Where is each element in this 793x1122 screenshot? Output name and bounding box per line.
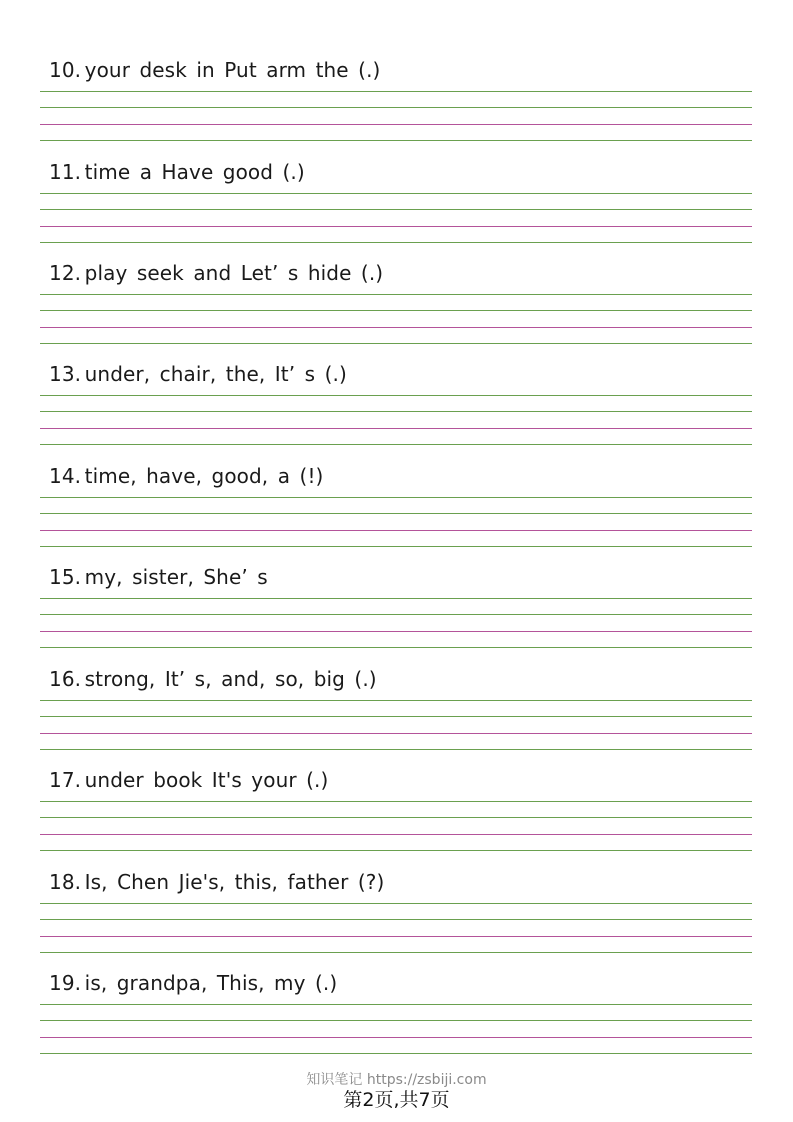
question-number: 16 (49, 667, 75, 691)
baseline-guide-line (40, 936, 752, 937)
question-number: 10 (49, 58, 75, 82)
top-guide-line (40, 903, 752, 904)
question-14 (40, 461, 752, 562)
top-guide-line (40, 598, 752, 599)
upper-middle-guide-line (40, 614, 752, 615)
question-11 (40, 157, 752, 258)
answer-writing-lines[interactable] (40, 495, 752, 547)
question-prompt (49, 765, 328, 795)
answer-writing-lines[interactable] (40, 1002, 752, 1054)
question-prompt (49, 968, 337, 998)
question-words: my, sister, She’ s (84, 565, 268, 589)
top-guide-line (40, 193, 752, 194)
question-number: 15 (49, 565, 75, 589)
bottom-guide-line (40, 647, 752, 648)
top-guide-line (40, 700, 752, 701)
bottom-guide-line (40, 242, 752, 243)
upper-middle-guide-line (40, 1020, 752, 1021)
upper-middle-guide-line (40, 513, 752, 514)
top-guide-line (40, 91, 752, 92)
answer-writing-lines[interactable] (40, 393, 752, 445)
question-words: is, grandpa, This, my (.) (84, 971, 338, 995)
bottom-guide-line (40, 952, 752, 953)
bottom-guide-line (40, 749, 752, 750)
upper-middle-guide-line (40, 310, 752, 311)
question-prompt (49, 157, 305, 187)
question-separator: . (74, 667, 82, 691)
answer-writing-lines[interactable] (40, 191, 752, 243)
question-separator: . (74, 58, 82, 82)
upper-middle-guide-line (40, 919, 752, 920)
question-prompt (49, 562, 268, 592)
top-guide-line (40, 1004, 752, 1005)
bottom-guide-line (40, 343, 752, 344)
question-prompt (49, 258, 383, 288)
question-separator: . (74, 362, 82, 386)
baseline-guide-line (40, 631, 752, 632)
bottom-guide-line (40, 1053, 752, 1054)
question-separator: . (74, 261, 82, 285)
question-words: strong, It’ s, and, so, big (.) (84, 667, 377, 691)
baseline-guide-line (40, 124, 752, 125)
upper-middle-guide-line (40, 817, 752, 818)
question-18 (40, 867, 752, 968)
top-guide-line (40, 395, 752, 396)
bottom-guide-line (40, 140, 752, 141)
question-words: Is, Chen Jie's, this, father (?) (84, 870, 385, 894)
question-words: under, chair, the, It’ s (.) (84, 362, 347, 386)
answer-writing-lines[interactable] (40, 89, 752, 141)
question-prompt (49, 664, 377, 694)
top-guide-line (40, 497, 752, 498)
baseline-guide-line (40, 834, 752, 835)
upper-middle-guide-line (40, 411, 752, 412)
question-number: 13 (49, 362, 75, 386)
question-17 (40, 765, 752, 866)
baseline-guide-line (40, 1037, 752, 1038)
question-prompt (49, 461, 323, 491)
question-prompt (49, 55, 380, 85)
upper-middle-guide-line (40, 209, 752, 210)
question-number: 19 (49, 971, 75, 995)
question-separator: . (74, 768, 82, 792)
question-number: 14 (49, 464, 75, 488)
question-19 (40, 968, 752, 1069)
question-16 (40, 664, 752, 765)
question-number: 18 (49, 870, 75, 894)
question-words: under book It's your (.) (84, 768, 329, 792)
answer-writing-lines[interactable] (40, 596, 752, 648)
question-number: 17 (49, 768, 75, 792)
question-13 (40, 359, 752, 460)
question-separator: . (74, 971, 82, 995)
baseline-guide-line (40, 530, 752, 531)
question-words: time, have, good, a (!) (84, 464, 324, 488)
question-12 (40, 258, 752, 359)
answer-writing-lines[interactable] (40, 698, 752, 750)
page-number: 第2页,共7页 (343, 1089, 450, 1111)
question-prompt (49, 359, 347, 389)
watermark-text: 知识笔记 https://zsbiji.com (306, 1072, 487, 1088)
baseline-guide-line (40, 327, 752, 328)
question-10 (40, 55, 752, 156)
top-guide-line (40, 294, 752, 295)
bottom-guide-line (40, 850, 752, 851)
upper-middle-guide-line (40, 107, 752, 108)
question-separator: . (74, 464, 82, 488)
question-number: 11 (49, 160, 75, 184)
question-words: time a Have good (.) (84, 160, 305, 184)
top-guide-line (40, 801, 752, 802)
answer-writing-lines[interactable] (40, 901, 752, 953)
question-words: your desk in Put arm the (.) (84, 58, 381, 82)
upper-middle-guide-line (40, 716, 752, 717)
question-separator: . (74, 870, 82, 894)
question-separator: . (74, 565, 82, 589)
bottom-guide-line (40, 444, 752, 445)
answer-writing-lines[interactable] (40, 292, 752, 344)
baseline-guide-line (40, 428, 752, 429)
answer-writing-lines[interactable] (40, 799, 752, 851)
baseline-guide-line (40, 226, 752, 227)
question-separator: . (74, 160, 82, 184)
question-prompt (49, 867, 384, 897)
baseline-guide-line (40, 733, 752, 734)
question-15 (40, 562, 752, 663)
question-number: 12 (49, 261, 75, 285)
question-words: play seek and Let’ s hide (.) (84, 261, 384, 285)
bottom-guide-line (40, 546, 752, 547)
